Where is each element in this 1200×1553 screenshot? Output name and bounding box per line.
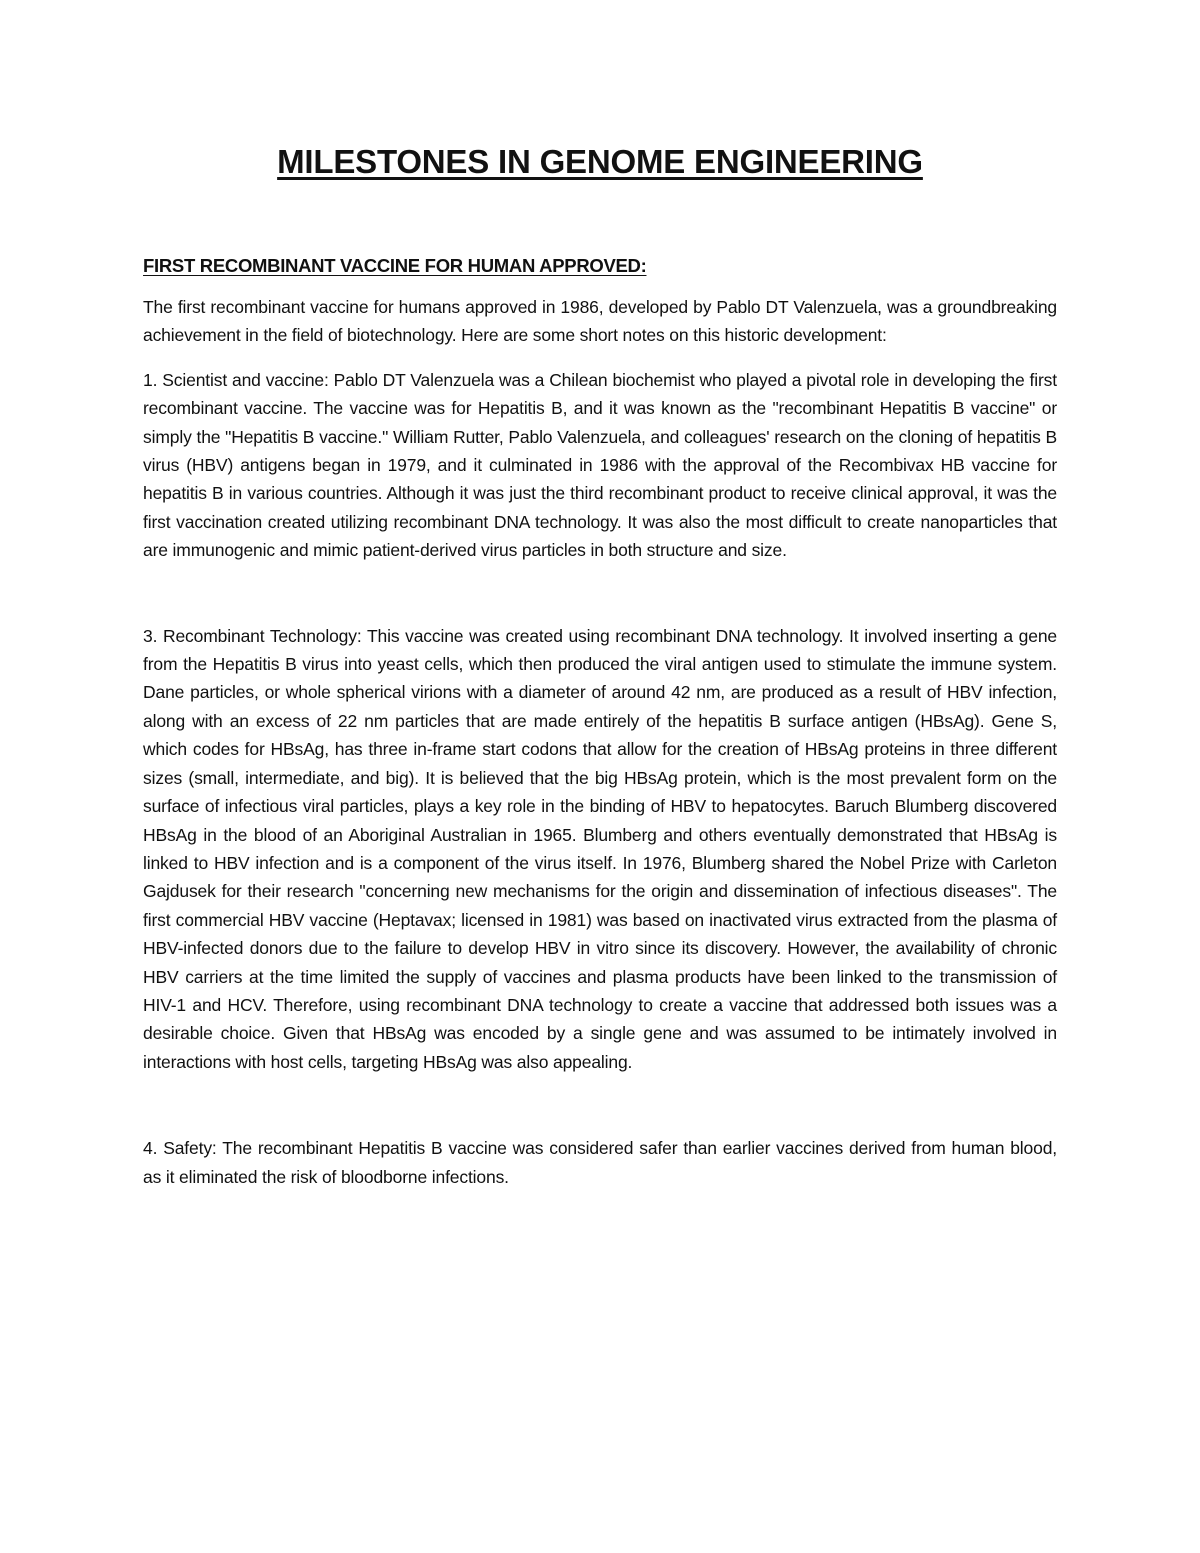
paragraph-spacer (143, 350, 1057, 366)
intro-paragraph: The first recombinant vaccine for humans approved in 1986, developed by Pablo DT Valenzuela, was a groundbreaking achievement in the field of biotechnology. Here are some short notes on this historic development: (143, 297, 1057, 346)
paragraph-spacer (143, 1076, 1057, 1134)
paragraph-spacer (143, 565, 1057, 622)
document-body (143, 252, 1057, 1191)
safety-paragraph: 4. Safety: The recombinant Hepatitis B vaccine was considered safer than earlier vaccines derived from human blood, as it eliminated the risk of bloodborne infections. (143, 1138, 1057, 1187)
section-heading: FIRST RECOMBINANT VACCINE FOR HUMAN APPROVED: (143, 255, 647, 276)
scientist-paragraph: 1. Scientist and vaccine: Pablo DT Valenzuela was a Chilean biochemist who played a pivotal role in developing the first recombinant vaccine. The vaccine was for Hepatitis B, and it was known as the "recombinant Hepatitis B vaccine" or simply the "Hepatitis B vaccine." William Rutter, Pablo Valenzuela, and colleagues' research on the cloning of hepatitis B virus (HBV) antigens began in 1979, and it culminated in 1986 with the approval of the Recombivax HB vaccine for hepatitis B in various countries. Although it was just the third recombinant product to receive clinical approval, it was the first vaccination created utilizing recombinant DNA technology. It was also the most difficult to create nanoparticles that are immunogenic and mimic patient-derived virus particles in both structure and size. (143, 369, 1057, 561)
technology-paragraph: 3. Recombinant Technology: This vaccine was created using recombinant DNA technology. It involved inserting a gene from the Hepatitis B virus into yeast cells, which then produced the viral antigen used to stimulate the immune system. Dane particles, or whole spherical virions with a diameter of around 42 nm, are produced as a result of HBV infection, along with an excess of 22 nm particles that are made entirely of the hepatitis B surface antigen (HBsAg). Gene S, which codes for HBsAg, has three in-frame start codons that allow for the creation of HBsAg proteins in three different sizes (small, intermediate, and big). It is believed that the big HBsAg protein, which is the most prevalent form on the surface of infectious viral particles, plays a key role in the binding of HBV to hepatocytes. Baruch Blumberg discovered HBsAg in the blood of an Aboriginal Australian in 1965. Blumberg and others eventually demonstrated that HBsAg is linked to HBV infection and is a component of the virus itself. In 1976, Blumberg shared the Nobel Prize with Carleton Gajdusek for their research "concerning new mechanisms for the origin and dissemination of infectious diseases". The first commercial HBV vaccine (Heptavax; licensed in 1981) was based on inactivated virus extracted from the plasma of HBV-infected donors due to the failure to develop HBV in vitro since its discovery. However, the availability of chronic HBV carriers at the time limited the supply of vaccines and plasma products have been linked to the transmission of HIV-1 and HCV. Therefore, using recombinant DNA technology to create a vaccine that addressed both issues was a desirable choice. Given that HBsAg was encoded by a single gene and was assumed to be intimately involved in interactions with host cells, targeting HBsAg was also appealing. (143, 625, 1057, 1072)
document-title: MILESTONES IN GENOME ENGINEERING (277, 143, 923, 180)
